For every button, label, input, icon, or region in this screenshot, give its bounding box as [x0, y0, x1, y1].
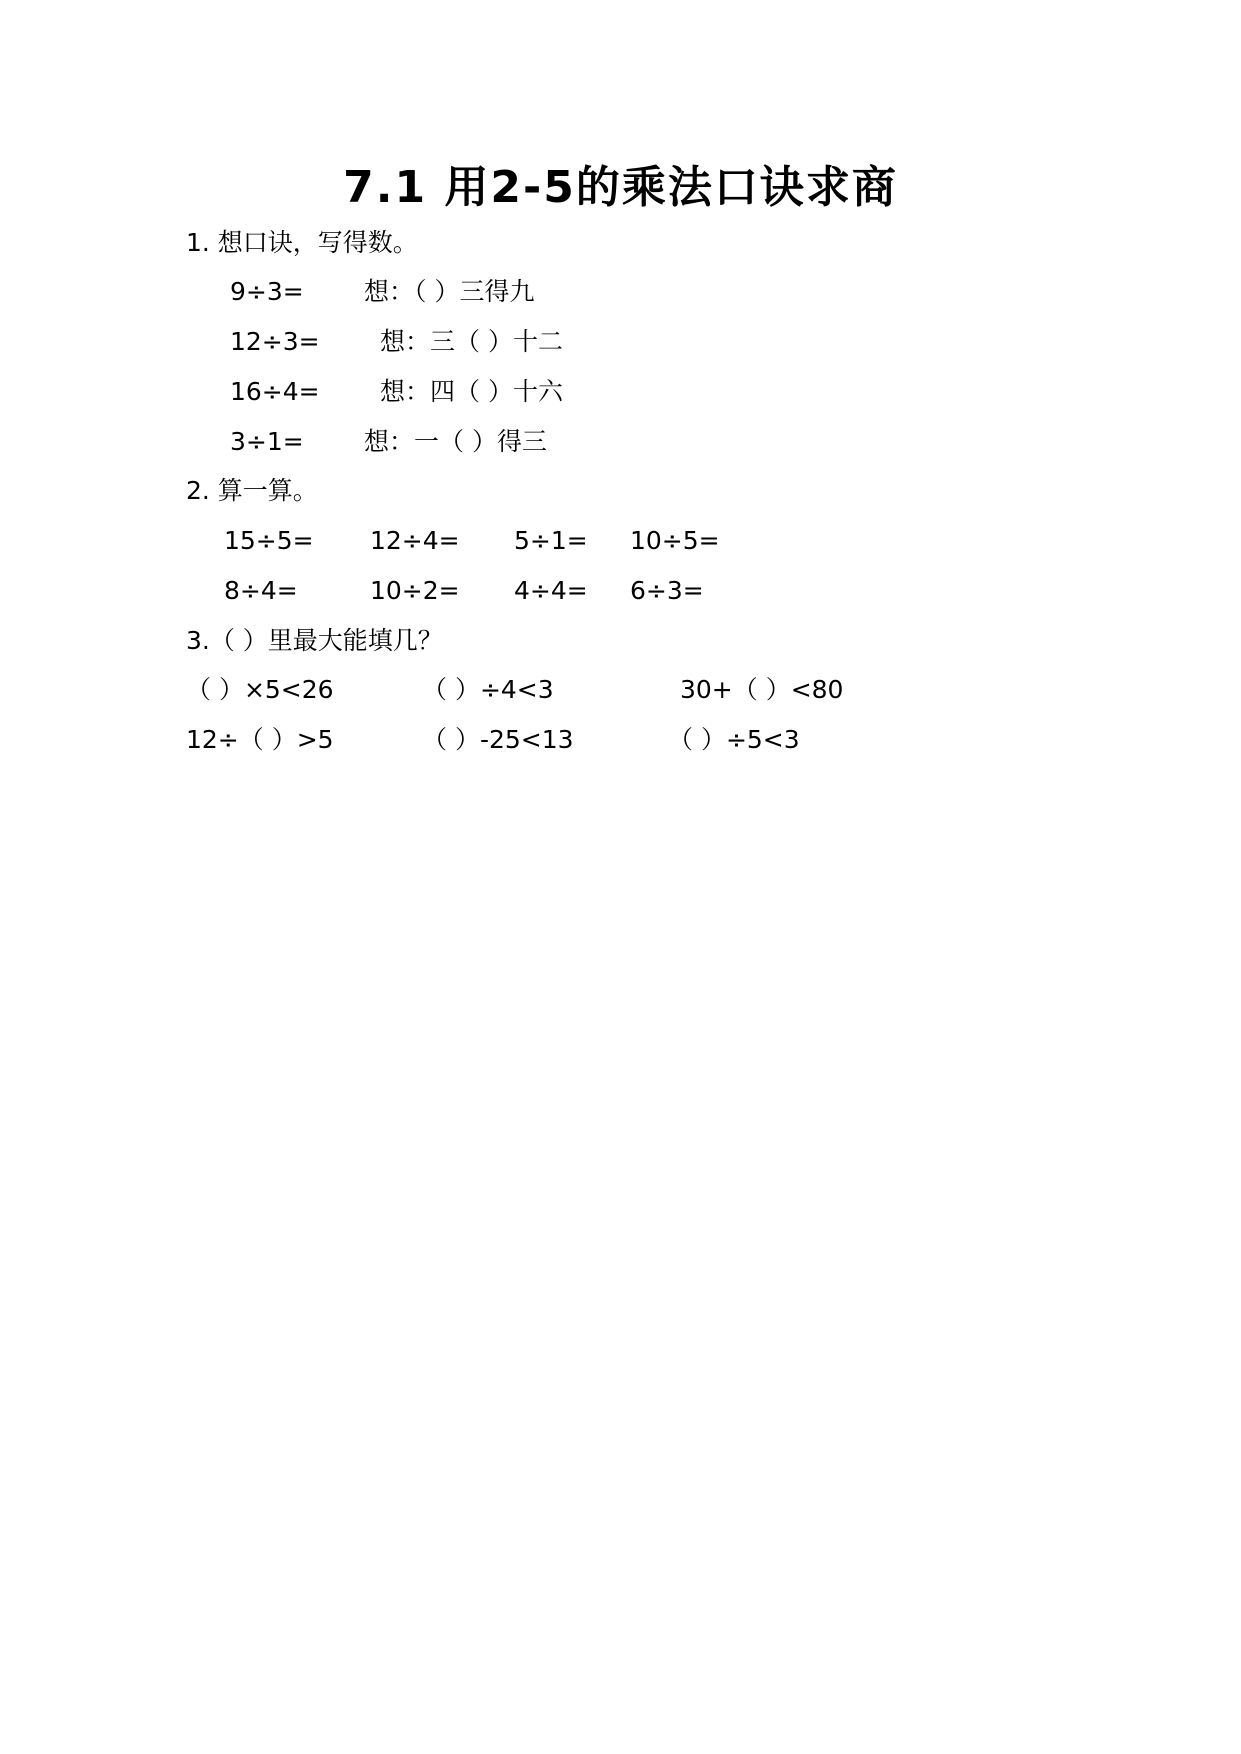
question-2-heading: 2. 算一算。 [186, 476, 318, 505]
q1-hint: 想：三（ ）十二 [380, 327, 563, 356]
q3-expression: （ ）÷5<3 [668, 725, 800, 754]
q3-expression: 12÷（ ）>5 [186, 725, 334, 754]
q1-expression: 9÷3= [230, 277, 304, 306]
q3-expression: （ ）×5<26 [186, 675, 334, 704]
question-3-heading: 3.（ ）里最大能填几？ [186, 626, 443, 655]
q2-expression: 10÷2= [370, 576, 460, 605]
q2-expression: 8÷4= [224, 576, 298, 605]
q2-expression: 4÷4= [514, 576, 588, 605]
q2-expression: 15÷5= [224, 526, 314, 555]
q1-expression: 16÷4= [230, 377, 320, 406]
q2-expression: 5÷1= [514, 526, 588, 555]
q2-expression: 12÷4= [370, 526, 460, 555]
q3-expression: 30+（ ）<80 [680, 675, 844, 704]
q1-hint: 想：四（ ）十六 [380, 377, 563, 406]
q3-expression: （ ）-25<13 [422, 725, 574, 754]
question-1-heading: 1. 想口诀，写得数。 [186, 228, 418, 257]
q1-hint: 想：一（ ）得三 [364, 427, 547, 456]
q1-hint: 想：（ ）三得九 [364, 277, 535, 306]
q2-expression: 10÷5= [630, 526, 720, 555]
q3-expression: （ ）÷4<3 [422, 675, 554, 704]
q2-expression: 6÷3= [630, 576, 704, 605]
q1-expression: 3÷1= [230, 427, 304, 456]
page-title: 7.1 用2-5的乘法口诀求商 [343, 162, 898, 213]
q1-expression: 12÷3= [230, 327, 320, 356]
